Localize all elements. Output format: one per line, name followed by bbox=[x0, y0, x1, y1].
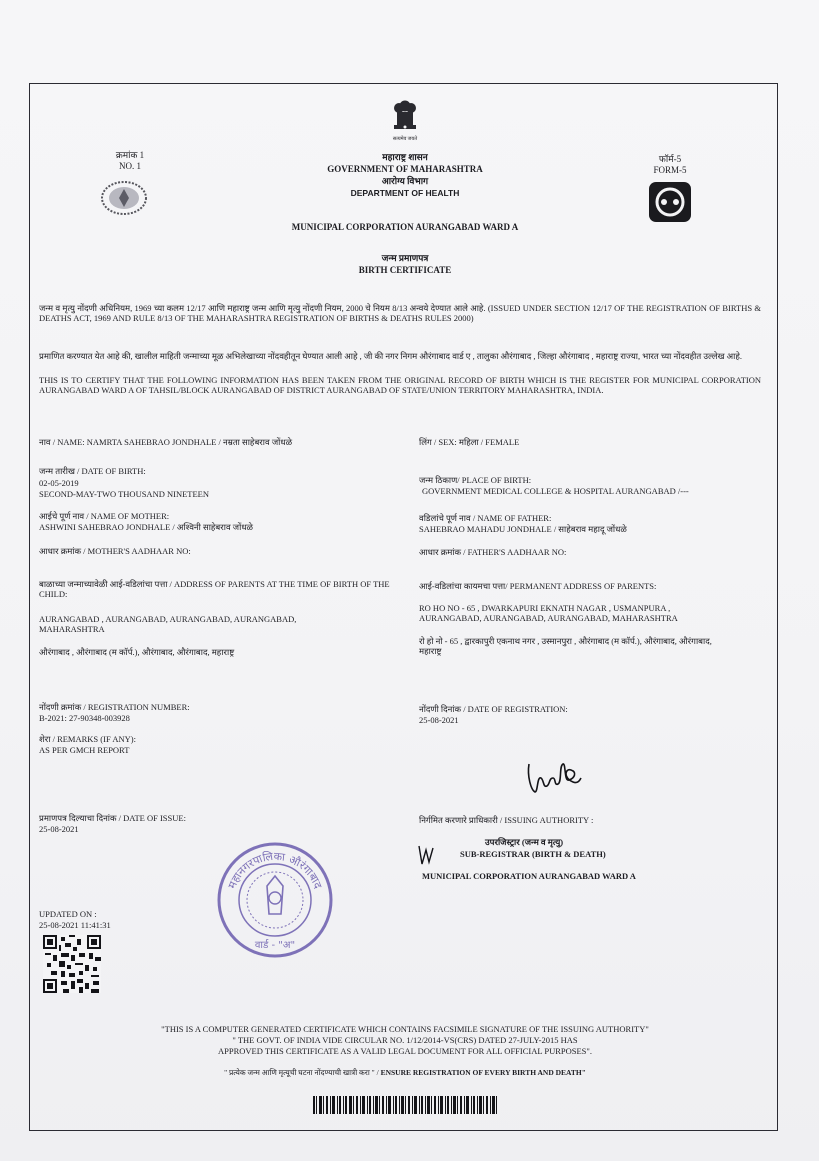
pob-value: GOVERNMENT MEDICAL COLLEGE & HOSPITAL AURANGABAD /--- bbox=[422, 486, 689, 496]
barcode-icon bbox=[313, 1096, 497, 1114]
remarks-value: AS PER GMCH REPORT bbox=[39, 745, 130, 755]
certificate-border bbox=[29, 83, 778, 1131]
number-label: NO. 1 bbox=[119, 161, 141, 171]
footer-slogan-en: ENSURE REGISTRATION OF EVERY BIRTH AND DEATH" bbox=[380, 1068, 586, 1077]
permanent-address-en: RO HO NO - 65 , DWARKAPURI EKNATH NAGAR , USMANPURA , AURANGABAD, AURANGABAD, AURANGABAD, MAHARASHTRA bbox=[419, 603, 678, 623]
authority-corporation: MUNICIPAL CORPORATION AURANGABAD WARD A bbox=[422, 871, 636, 881]
permanent-address-mr: रो हो नो - 65 , द्वारकापुरी एकनाथ नगर , उस्मानपुरा , औरंगाबाद (म कॉर्प.), औरंगाबाद, औरंगाबाद, महाराष्ट्र bbox=[419, 636, 712, 656]
issue-statement-mr: जन्म व मृत्यु नोंदणी अधिनियम, 1969 च्या कलम 12/17 आणि महाराष्ट्र जन्म आणि मृत्यु नोंदणी नियम, 2000 चे नियम 8/13 अन्वये देण्यात आले आहे. bbox=[39, 303, 486, 313]
name-field bbox=[39, 437, 409, 447]
mother-name-value: ASHWINI SAHEBRAO JONDHALE / अश्विनी साहेबराव जोंधळे bbox=[39, 522, 254, 532]
form-label-mr: फॉर्म-5 bbox=[658, 154, 682, 164]
corporation-title: MUNICIPAL CORPORATION AURANGABAD WARD A bbox=[291, 222, 519, 232]
certification-statement-en: THIS IS TO CERTIFY THAT THE FOLLOWING INFORMATION HAS BEEN TAKEN FROM THE ORIGINAL RECORD OF BIRTH WHICH IS THE REGISTER FOR MUNICIPAL CORPORATION AURANGABAD WARD A OF TAHSIL/BLOCK AURANGABAD OF DISTRICT AURANGABAD OF STATE/UNION TERRITORY MAHARASHTRA, INDIA. bbox=[39, 375, 761, 395]
signature-icon bbox=[523, 756, 583, 798]
birth-address-mr: औरंगाबाद , औरंगाबाद (म कॉर्प.), औरंगाबाद, औरंगाबाद, महाराष्ट्र bbox=[39, 647, 235, 657]
issuing-authority-label: निर्गमित करणारे प्राधिकारी / ISSUING AUTHORITY : bbox=[419, 815, 594, 825]
remarks-label: शेरा / REMARKS (IF ANY): bbox=[39, 734, 136, 744]
stamp-text: महानगरपालिका औरंगाबाद bbox=[225, 849, 325, 891]
updated-on-label: UPDATED ON : bbox=[39, 909, 97, 919]
certificate-title-mr: जन्म प्रमाणपत्र bbox=[381, 253, 429, 263]
sex-field bbox=[419, 437, 769, 447]
footer-approval-note: APPROVED THIS CERTIFICATE AS A VALID LEGAL DOCUMENT FOR ALL OFFICIAL PURPOSES". bbox=[217, 1046, 593, 1056]
initials-mark-icon bbox=[416, 844, 436, 868]
government-title: GOVERNMENT OF MAHARASHTRA bbox=[327, 164, 483, 174]
authority-title-mr: उपरजिस्ट्रार (जन्म व मृत्यु) bbox=[485, 837, 564, 847]
registration-number-value: B-2021: 27-90348-003928 bbox=[39, 713, 130, 723]
crs-logo-icon bbox=[648, 181, 692, 223]
father-name-label: वडिलांचे पूर्ण नाव / NAME OF FATHER: bbox=[419, 513, 552, 523]
father-aadhaar-label: आधार क्रमांक / FATHER'S AADHAAR NO: bbox=[419, 547, 567, 557]
number-label-mr: क्रमांक 1 bbox=[115, 150, 145, 160]
pob-label: जन्म ठिकाण/ PLACE OF BIRTH: bbox=[419, 475, 532, 485]
footer-facsimile-note: "THIS IS A COMPUTER GENERATED CERTIFICATE WHICH CONTAINS FACSIMILE SIGNATURE OF THE ISSUING AUTHORITY" bbox=[161, 1024, 649, 1034]
mother-aadhaar-label: आधार क्रमांक / MOTHER'S AADHAAR NO: bbox=[39, 546, 191, 556]
emblem-caption: सत्यमेव जयते bbox=[392, 137, 418, 142]
department-title: DEPARTMENT OF HEALTH bbox=[350, 188, 460, 198]
certificate-title: BIRTH CERTIFICATE bbox=[358, 265, 452, 275]
national-emblem-icon bbox=[380, 98, 430, 142]
footer-slogan-mr: " प्रत्येक जन्म आणि मृत्यूची घटना नोंदण्याची खात्री करा " / bbox=[224, 1068, 379, 1077]
sex-label: लिंग / SEX: bbox=[419, 437, 457, 447]
birth-address-label: बाळाच्या जन्माच्यावेळी आई-वडिलांचा पत्ता / ADDRESS OF PARENTS AT THE TIME OF BIRTH OF THE CHILD: bbox=[39, 579, 390, 599]
government-title-mr: महाराष्ट्र शासन bbox=[382, 152, 428, 162]
registration-number-label: नोंदणी क्रमांक / REGISTRATION NUMBER: bbox=[39, 702, 190, 712]
authority-title: SUB-REGISTRAR (BIRTH & DEATH) bbox=[460, 849, 606, 859]
dob-value: 02-05-2019 bbox=[39, 478, 79, 488]
registration-date-label: नोंदणी दिनांक / DATE OF REGISTRATION: bbox=[419, 704, 568, 714]
corporation-stamp bbox=[215, 840, 335, 960]
issue-date-value: 25-08-2021 bbox=[39, 824, 79, 834]
form-label: FORM-5 bbox=[653, 165, 687, 175]
seal-icon bbox=[100, 180, 148, 216]
footer-registration-slogan bbox=[90, 1068, 720, 1077]
mother-name-label: आईचे पूर्ण नाव / NAME OF MOTHER: bbox=[39, 511, 170, 521]
sex-value: महिला / FEMALE bbox=[458, 437, 520, 447]
issue-statement bbox=[39, 303, 761, 323]
footer-circular-note: " THE GOVT. OF INDIA VIDE CIRCULAR NO. 1/12/2014-VS(CRS) DATED 27-JULY-2015 HAS bbox=[232, 1035, 578, 1045]
father-name-value: SAHEBRAO MAHADU JONDHALE / साहेबराव महादू जोंधळे bbox=[419, 524, 627, 534]
permanent-address-label: आई-वडिलांचा कायमचा पत्ता/ PERMANENT ADDRESS OF PARENTS: bbox=[419, 581, 657, 591]
dob-label: जन्म तारीख / DATE OF BIRTH: bbox=[39, 466, 146, 476]
name-label: नाव / NAME: bbox=[39, 437, 85, 447]
issue-date-label: प्रमाणपत्र दिल्याचा दिनांक / DATE OF ISSUE: bbox=[39, 813, 186, 823]
dob-words: SECOND-MAY-TWO THOUSAND NINETEEN bbox=[39, 489, 209, 499]
birth-address-en: AURANGABAD , AURANGABAD, AURANGABAD, AURANGABAD, MAHARASHTRA bbox=[39, 614, 297, 634]
name-value: NAMRTA SAHEBRAO JONDHALE / नम्रता साहेबराव जोंधळे bbox=[86, 437, 293, 447]
updated-on-value: 25-08-2021 11:41:31 bbox=[39, 920, 111, 930]
certification-statement-mr: प्रमाणित करण्यात येत आहे की, खालील माहिती जन्माच्या मूळ अभिलेखाच्या नोंदवहीतून घेण्यात आली आहे , जी की नगर निगम औरंगाबाद वार्ड ए , तालुका औरंगाबाद , जिल्हा औरंगाबाद , महाराष्ट्र राज्या, भारत च्या नोंदवहीत उल्लेख आहे. bbox=[39, 351, 742, 361]
registration-date-value: 25-08-2021 bbox=[419, 715, 459, 725]
stamp-bottom-text: वार्ड - "अ" bbox=[254, 940, 296, 951]
qr-code-icon bbox=[43, 935, 101, 993]
issue-statement-en: (ISSUED UNDER SECTION 12/17 OF THE REGISTRATION OF BIRTHS & DEATHS ACT, 1969 AND RULE 8/13 OF THE MAHARASHTRA REGISTRATION OF BIRTHS & DEATHS RULES 2000) bbox=[39, 303, 761, 323]
department-title-mr: आरोग्य विभाग bbox=[381, 176, 429, 186]
